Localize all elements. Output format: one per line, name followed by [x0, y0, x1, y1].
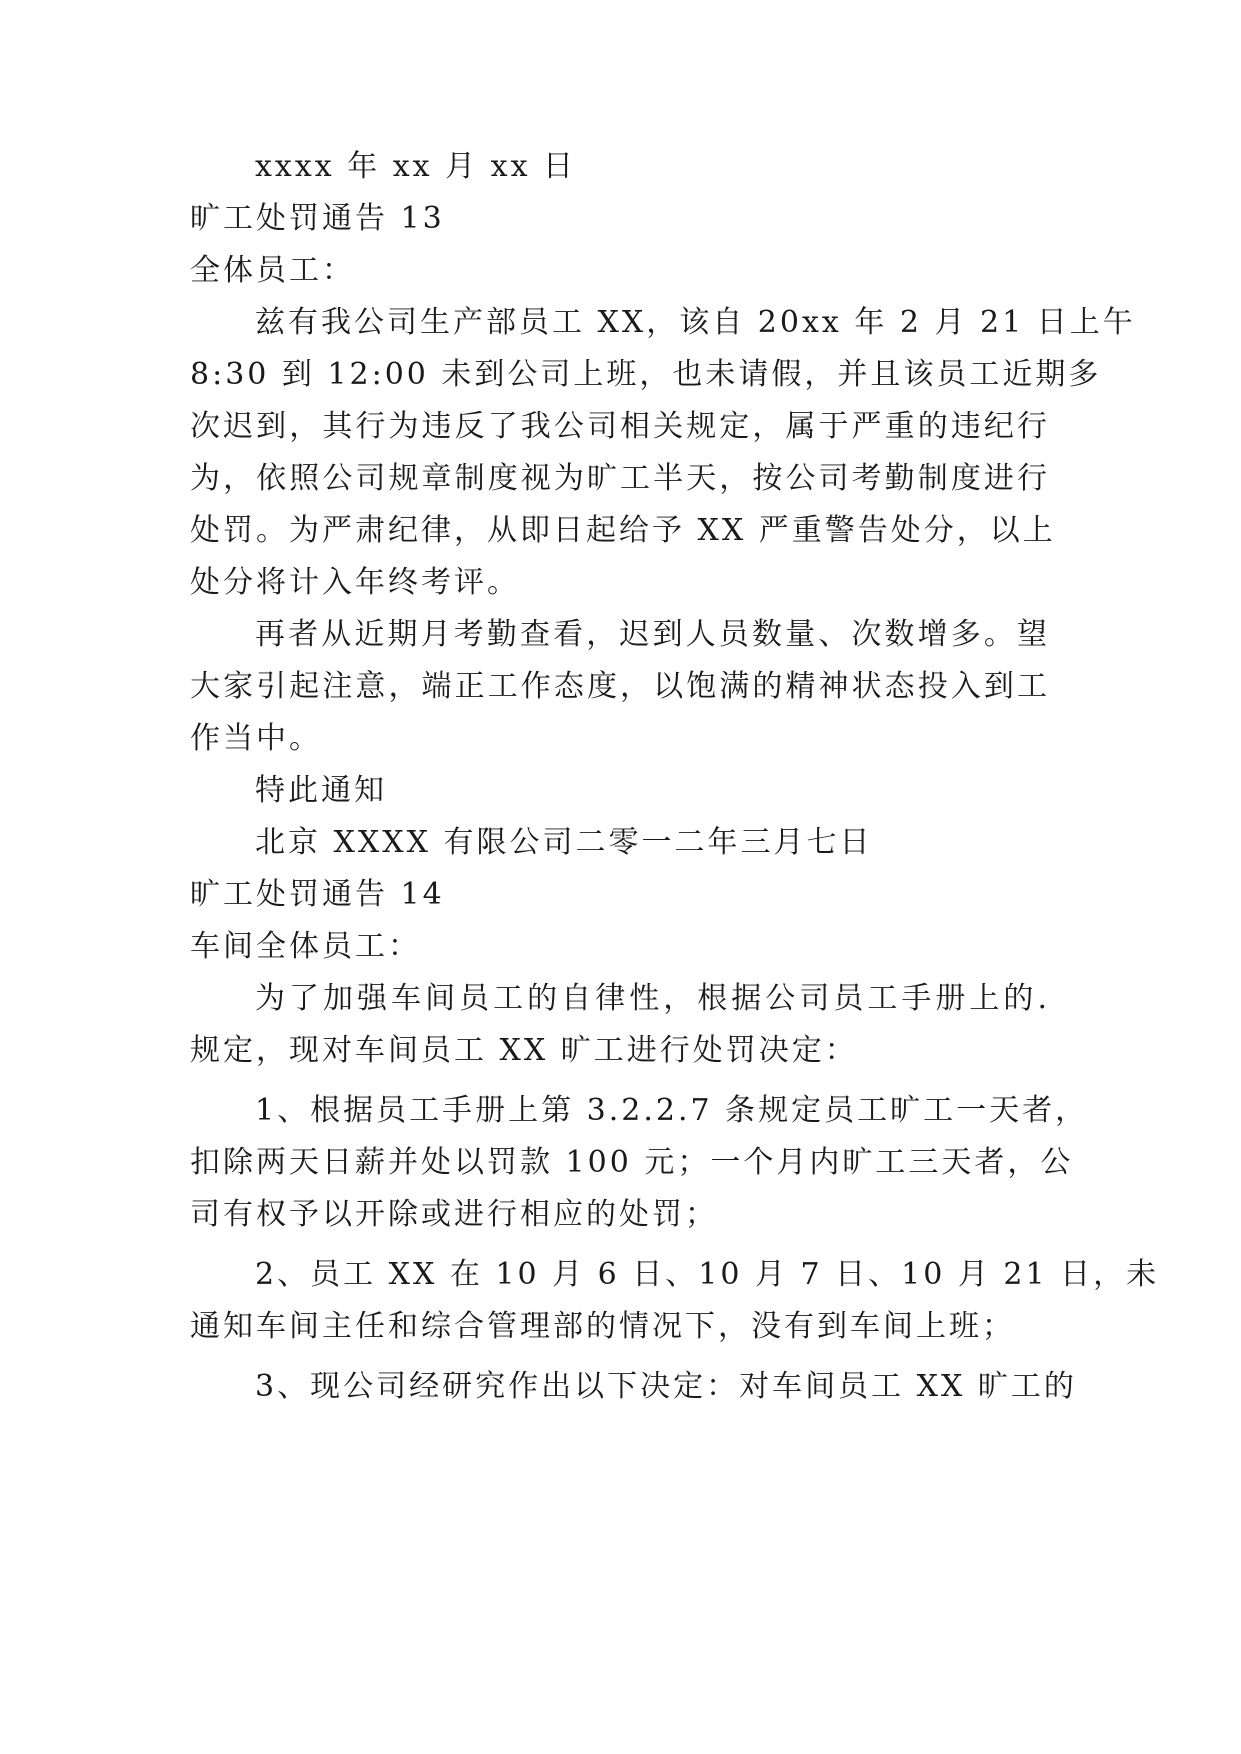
paragraph-line: 司有权予以开除或进行相应的处罚；: [190, 1197, 718, 1232]
paragraph-line: 通知车间主任和综合管理部的情况下，没有到车间上班；: [190, 1309, 1015, 1344]
paragraph-line: 3、现公司经研究作出以下决定：对车间员工 XX 旷工的: [255, 1369, 1077, 1404]
paragraph-line: 规定，现对车间员工 XX 旷工进行处罚决定：: [190, 1033, 858, 1068]
notice-title-14: 旷工处罚通告 14: [190, 877, 445, 912]
salutation: 车间全体员工：: [190, 929, 421, 964]
paragraph-line: 为，依照公司规章制度视为旷工半天，按公司考勤制度进行: [190, 461, 1050, 496]
paragraph-line: 2、员工 XX 在 10 月 6 日、10 月 7 日、10 月 21 日，未: [255, 1257, 1160, 1292]
paragraph-line: 1、根据员工手册上第 3.2.2.7 条规定员工旷工一天者，: [255, 1093, 1089, 1128]
notice-title-13: 旷工处罚通告 13: [190, 201, 445, 236]
paragraph-line: 为了加强车间员工的自律性，根据公司员工手册上的.: [255, 981, 1050, 1016]
salutation: 全体员工：: [190, 253, 355, 288]
paragraph-line: 处分将计入年终考评。: [190, 565, 520, 600]
signature-line: 北京 XXXX 有限公司二零一二年三月七日: [255, 825, 873, 860]
paragraph-line: 次迟到，其行为违反了我公司相关规定，属于严重的违纪行: [190, 409, 1050, 444]
paragraph-line: 处罚。为严肃纪律，从即日起给予 XX 严重警告处分，以上: [190, 513, 1056, 548]
closing-line: 特此通知: [255, 773, 387, 808]
date-line: xxxx 年 xx 月 xx 日: [255, 149, 577, 184]
paragraph-line: 兹有我公司生产部员工 XX，该自 20xx 年 2 月 21 日上午: [255, 305, 1136, 340]
paragraph-line: 作当中。: [190, 721, 322, 756]
paragraph-line: 扣除两天日薪并处以罚款 100 元；一个月内旷工三天者，公: [190, 1145, 1074, 1180]
paragraph-line: 再者从近期月考勤查看，迟到人员数量、次数增多。望: [255, 617, 1050, 652]
paragraph-line: 大家引起注意，端正工作态度，以饱满的精神状态投入到工: [190, 669, 1050, 704]
paragraph-line: 8:30 到 12:00 未到公司上班，也未请假，并且该员工近期多: [190, 357, 1102, 392]
